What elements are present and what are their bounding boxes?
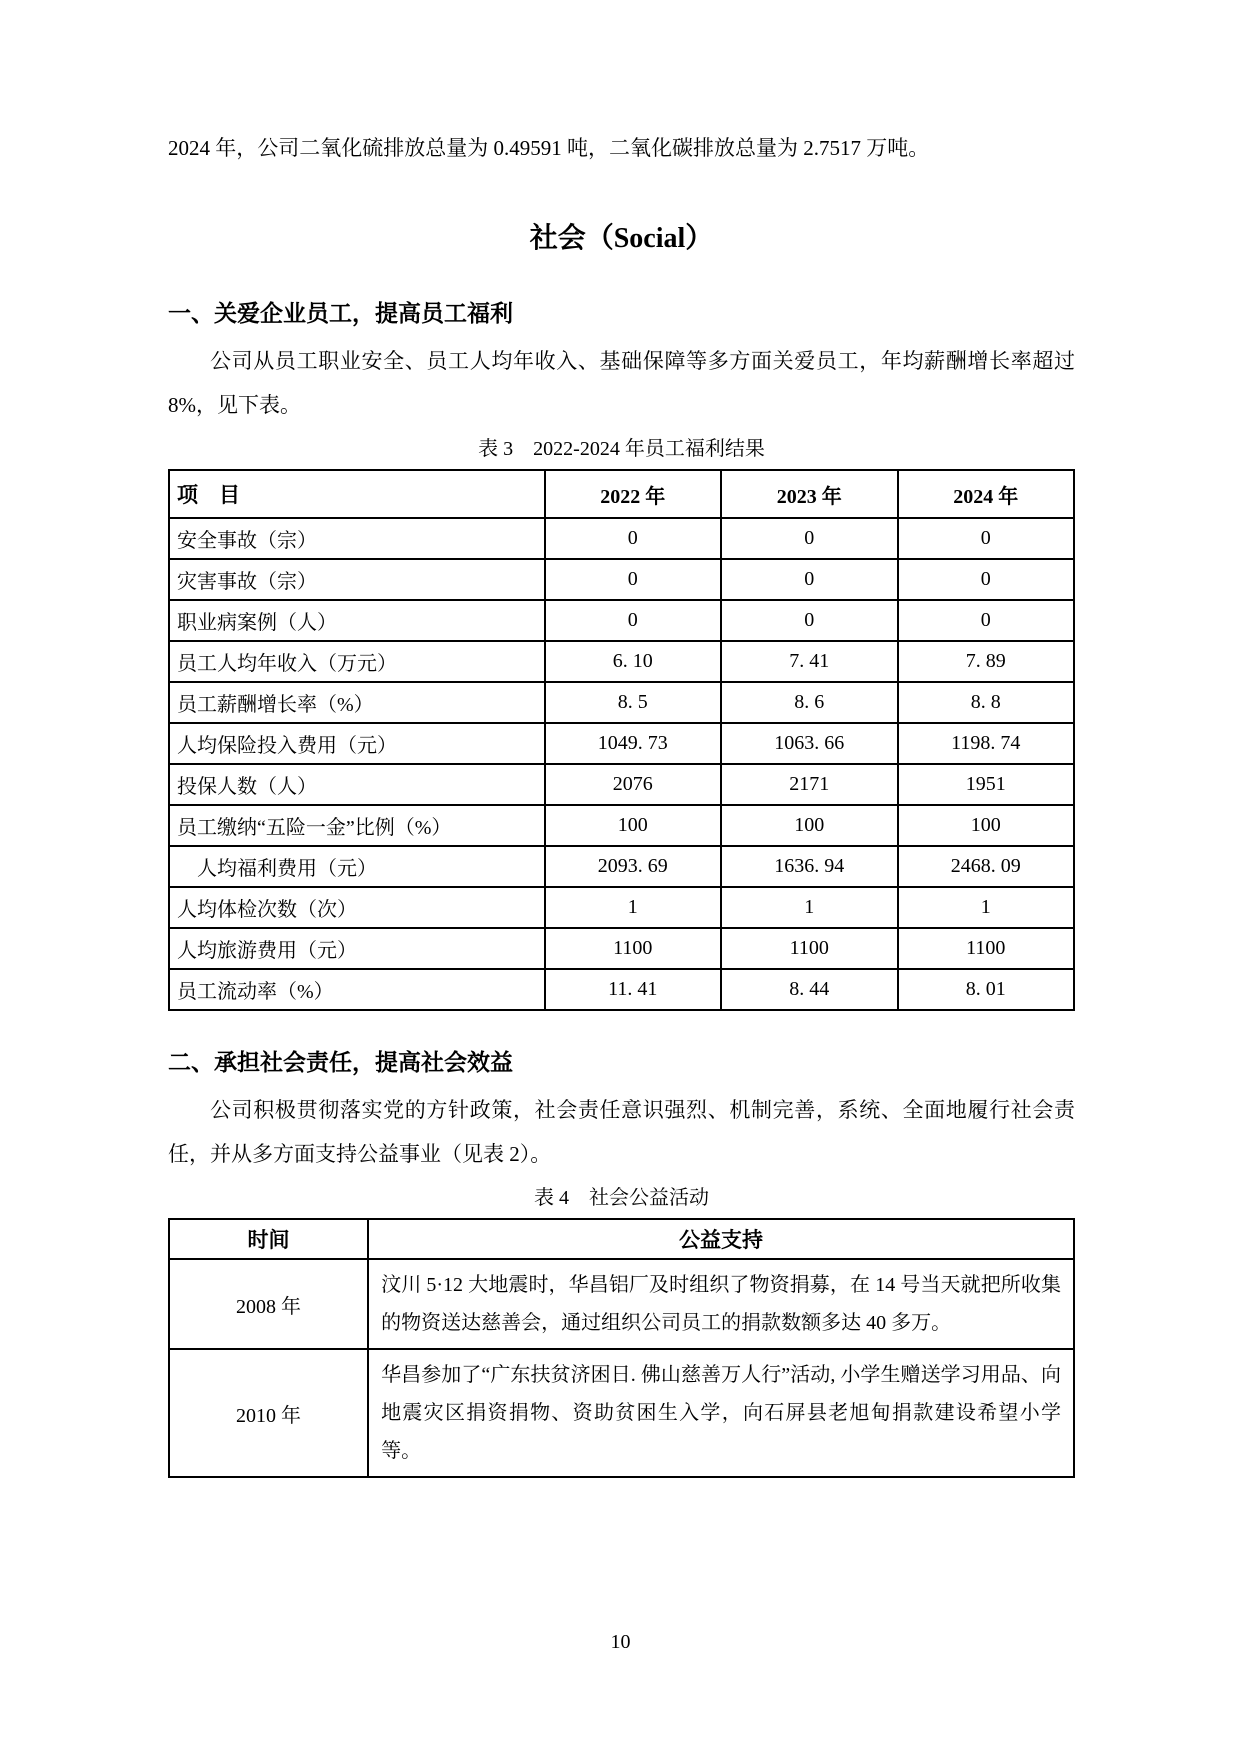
table-cell: 100	[545, 805, 721, 846]
table-cell: 1100	[898, 928, 1075, 969]
table-cell: 11. 41	[545, 969, 721, 1010]
table-cell: 职业病案例（人）	[169, 600, 545, 641]
charity-activities-table	[168, 1218, 1075, 1478]
table-cell: 7. 89	[898, 641, 1075, 682]
table3-caption: 表 3 2022-2024 年员工福利结果	[478, 438, 765, 461]
table-cell: 2076	[545, 764, 721, 805]
table-cell: 2468. 09	[898, 846, 1075, 887]
table-cell: 人均体检次数（次）	[169, 887, 545, 928]
table-cell: 安全事故（宗）	[169, 518, 545, 559]
table-cell: 员工缴纳“五险一金”比例（%）	[169, 805, 545, 846]
table-row	[169, 723, 1074, 764]
table-cell: 人均旅游费用（元）	[169, 928, 545, 969]
table-cell: 2171	[721, 764, 897, 805]
table-header-row	[169, 470, 1074, 518]
table-cell: 2093. 69	[545, 846, 721, 887]
column-header: 项 目	[169, 470, 545, 518]
table-cell: 8. 5	[545, 682, 721, 723]
table-cell: 100	[721, 805, 897, 846]
table-cell: 6. 10	[545, 641, 721, 682]
column-header: 2024 年	[898, 470, 1075, 518]
table-cell: 员工流动率（%）	[169, 969, 545, 1010]
table-cell: 0	[545, 559, 721, 600]
table-cell: 汶川 5·12 大地震时，华昌铝厂及时组织了物资捐募，在 14 号当天就把所收集的物资送达慈善会，通过组织公司员工的捐款数额多达 40 多万。	[368, 1259, 1074, 1349]
intro-paragraph: 2024 年，公司二氧化硫排放总量为 0.49591 吨，二氧化碳排放总量为 2.7517 万吨。	[168, 136, 930, 160]
table-cell: 员工薪酬增长率（%）	[169, 682, 545, 723]
table-row	[169, 846, 1074, 887]
employee-welfare-table	[168, 469, 1075, 1011]
table-cell: 1636. 94	[721, 846, 897, 887]
column-header: 2023 年	[721, 470, 897, 518]
table-row	[169, 1349, 1074, 1477]
table-row	[169, 887, 1074, 928]
section1-heading: 一、关爱企业员工，提高员工福利	[168, 299, 513, 326]
section2-heading: 二、承担社会责任，提高社会效益	[168, 1049, 513, 1076]
table-cell: 1	[898, 887, 1075, 928]
table-cell: 华昌参加了“广东扶贫济困日. 佛山慈善万人行”活动, 小学生赠送学习用品、向地震灾区捐资捐物、资助贫困生入学，向石屏县老旭甸捐款建设希望小学等。	[368, 1349, 1074, 1477]
table-cell: 0	[721, 600, 897, 641]
table-row	[169, 805, 1074, 846]
table-row	[169, 518, 1074, 559]
table-cell: 2010 年	[169, 1349, 368, 1477]
table-cell: 8. 8	[898, 682, 1075, 723]
table-cell: 0	[721, 559, 897, 600]
table-cell: 0	[898, 559, 1075, 600]
table-cell: 人均福利费用（元）	[169, 846, 545, 887]
table-cell: 0	[721, 518, 897, 559]
column-header: 时间	[169, 1219, 368, 1259]
table-cell: 0	[898, 600, 1075, 641]
section1-paragraph: 公司从员工职业安全、员工人均年收入、基础保障等多方面关爱员工，年均薪酬增长率超过 8%，见下表。	[168, 348, 1075, 418]
table-cell: 1	[721, 887, 897, 928]
table-row	[169, 641, 1074, 682]
table-row	[169, 559, 1074, 600]
table-row	[169, 1259, 1074, 1349]
table-cell: 0	[545, 600, 721, 641]
table-cell: 1198. 74	[898, 723, 1075, 764]
table-cell: 人均保险投入费用（元）	[169, 723, 545, 764]
page-title: 社会（Social）	[529, 223, 714, 255]
table-cell: 7. 41	[721, 641, 897, 682]
table-cell: 1049. 73	[545, 723, 721, 764]
table-row	[169, 682, 1074, 723]
table-row	[169, 600, 1074, 641]
table-cell: 灾害事故（宗）	[169, 559, 545, 600]
table-row	[169, 928, 1074, 969]
table-cell: 1100	[721, 928, 897, 969]
table4-caption: 表 4 社会公益活动	[534, 1187, 709, 1210]
table-row	[169, 764, 1074, 805]
table-cell: 8. 44	[721, 969, 897, 1010]
column-header: 2022 年	[545, 470, 721, 518]
table-cell: 100	[898, 805, 1075, 846]
table-row	[169, 969, 1074, 1010]
table-cell: 0	[898, 518, 1075, 559]
table-cell: 8. 6	[721, 682, 897, 723]
table-cell: 2008 年	[169, 1259, 368, 1349]
table-cell: 0	[545, 518, 721, 559]
column-header: 公益支持	[368, 1219, 1074, 1259]
table-cell: 1063. 66	[721, 723, 897, 764]
table-cell: 8. 01	[898, 969, 1075, 1010]
table-header-row	[169, 1219, 1074, 1259]
table-cell: 1100	[545, 928, 721, 969]
table-cell: 1951	[898, 764, 1075, 805]
table-cell: 1	[545, 887, 721, 928]
page-number: 10	[610, 1631, 631, 1653]
section2-paragraph: 公司积极贯彻落实党的方针政策，社会责任意识强烈、机制完善，系统、全面地履行社会责任，并从多方面支持公益事业（见表 2）。	[168, 1098, 1075, 1167]
table-cell: 员工人均年收入（万元）	[169, 641, 545, 682]
table-cell: 投保人数（人）	[169, 764, 545, 805]
